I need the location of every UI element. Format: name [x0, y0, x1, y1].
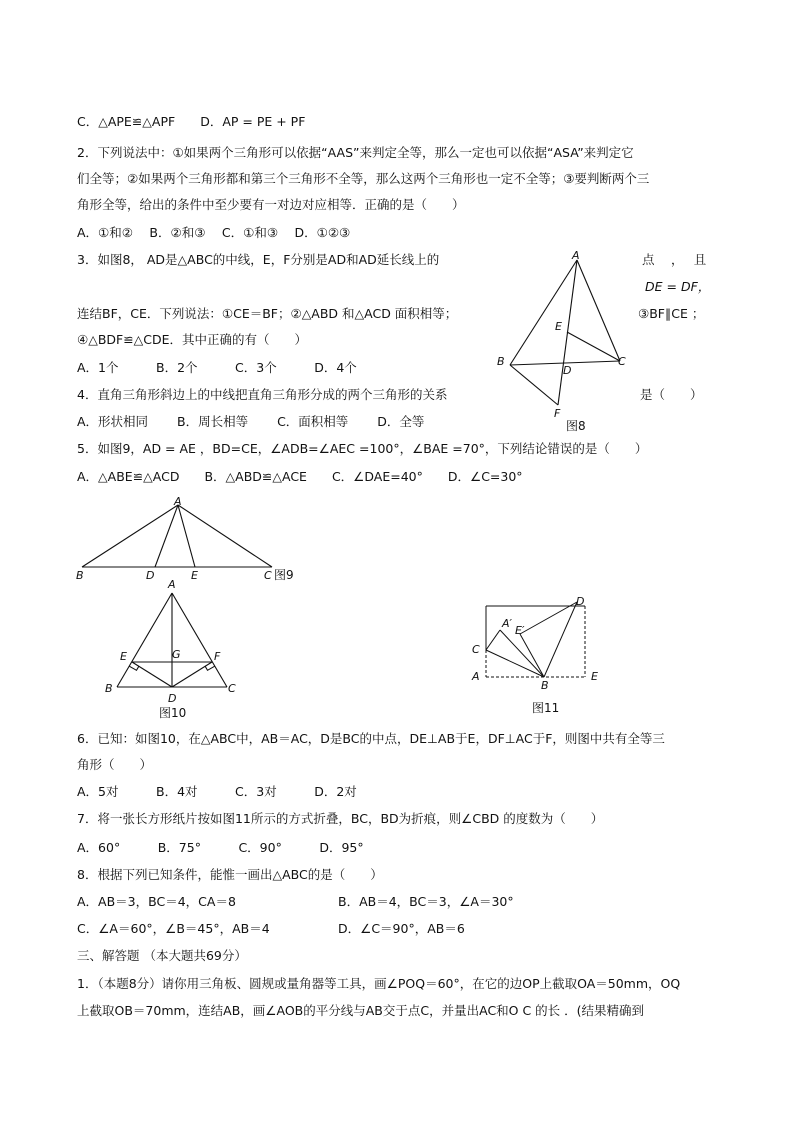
fig11-label-d: D: [576, 595, 585, 608]
question-7-options: A．60° B．75° C．90° D．95°: [77, 840, 364, 855]
question-8-option-b: B．AB＝4，BC＝3，∠A＝30°: [338, 894, 514, 909]
fig8-label-a: A: [572, 249, 580, 262]
fig11-caption: 图11: [532, 701, 560, 715]
figure-9: [70, 495, 310, 585]
fig10-label-c: C: [228, 682, 236, 695]
question-3-de-df: DE = DF，: [645, 279, 711, 294]
question-8-option-c: C．∠A＝60°，∠B＝45°，AB＝4: [77, 921, 270, 936]
fig9-label-d: D: [146, 569, 155, 582]
question-3-line-1-right: 点 ， 且: [642, 252, 707, 267]
fig11-label-a: A: [472, 670, 480, 683]
question-6-line-1: 6．已知：如图10，在△ABC中，AB＝AC，D是BC的中点，DE⊥AB于E，DF⊥AC于F，则图中共有全等三: [77, 731, 665, 746]
fig11-label-a-prime: A′: [502, 617, 513, 630]
question-2-line-1: 2．下列说法中：①如果两个三角形可以依据“AAS”来判定全等，那么一定也可以依据“ASA”来判定它: [77, 145, 634, 160]
question-2-line-2: 们全等；②如果两个三角形都和第三个三角形不全等，那么这两个三角形也一定不全等；③要判断两个三: [77, 171, 650, 186]
question-8-option-d: D．∠C＝90°，AB＝6: [338, 921, 465, 936]
fig11-label-e: E: [591, 670, 598, 683]
question-2-options: A．①和② B．②和③ C．①和③ D．①②③: [77, 225, 351, 240]
fig9-caption: 图9: [274, 568, 294, 582]
fig8-label-e: E: [555, 320, 562, 333]
question-2-line-3: 角形全等，给出的条件中至少要有一对边对应相等．正确的是（ ）: [77, 197, 465, 212]
question-4-line-1: 4．直角三角形斜边上的中线把直角三角形分成的两个三角形的关系: [77, 387, 448, 402]
question-7-line-1: 7．将一张长方形纸片按如图11所示的方式折叠，BC，BD为折痕，则∠CBD 的度数为（ ）: [77, 811, 604, 826]
fig8-label-f: F: [554, 407, 561, 420]
fig10-label-a: A: [168, 578, 176, 591]
fig8-label-b: B: [497, 355, 505, 368]
line-option-c-d: C．△APE≌△APF D．AP = PE + PF: [77, 114, 306, 129]
fig9-label-e: E: [191, 569, 198, 582]
fig9-label-a: A: [174, 495, 182, 508]
section-heading-answers: 三、解答题 （本大题共69分）: [77, 948, 247, 963]
question-4-line-1-right: 是（ ）: [640, 387, 703, 402]
question-5-line-1: 5．如图9，AD = AE ，BD=CE，∠ADB=∠AEC =100°，∠BAE =70°，下列结论错误的是（ ）: [77, 441, 648, 456]
question-4-options: A．形状相同 B．周长相等 C．面积相等 D．全等: [77, 414, 425, 429]
answer-1-line-1: 1．（本题8分）请你用三角板、圆规或量角器等工具，画∠POQ＝60°，在它的边OP上截取OA＝50mm，OQ: [77, 976, 681, 991]
question-5-options: A．△ABE≌△ACD B．△ABD≌△ACE C．∠DAE=40° D．∠C=30°: [77, 469, 523, 484]
fig8-caption: 图8: [566, 419, 586, 433]
fig11-label-b: B: [541, 679, 549, 692]
figure-10: [100, 575, 250, 725]
fig8-label-d: D: [563, 364, 572, 377]
question-3-options: A．1个 B．2个 C．3个 D．4个: [77, 360, 357, 375]
fig11-label-e-prime: E′: [515, 624, 525, 637]
question-3-line-2-right: ③BF∥CE ；: [638, 306, 705, 321]
question-6-line-2: 角形（ ）: [77, 757, 153, 772]
figure-11: [460, 590, 610, 720]
question-3-line-2: 连结BF，CE．下列说法：①CE＝BF；②△ABD 和△ACD 面积相等；: [77, 306, 458, 321]
fig10-label-d: D: [168, 692, 177, 705]
fig10-label-g: G: [172, 648, 181, 661]
question-8-option-a: A．AB＝3，BC＝4，CA＝8: [77, 894, 236, 909]
question-3-line-3: ④△BDF≌△CDE．其中正确的有（ ）: [77, 332, 308, 347]
figure-8: [490, 245, 640, 435]
fig10-label-f: F: [214, 650, 221, 663]
fig8-label-c: C: [618, 355, 626, 368]
fig10-label-b: B: [105, 682, 113, 695]
fig10-label-e: E: [120, 650, 127, 663]
fig9-label-b: B: [76, 569, 84, 582]
fig9-label-c: C: [264, 569, 272, 582]
question-3-line-1: 3．如图8， AD是△ABC的中线，E，F分别是AD和AD延长线上的: [77, 252, 440, 267]
question-6-options: A．5对 B．4对 C．3对 D．2对: [77, 784, 357, 799]
answer-1-line-2: 上截取OB＝70mm，连结AB，画∠AOB的平分线与AB交于点C，并量出AC和O C 的长 ．(结果精确到: [77, 1003, 645, 1018]
question-8-line-1: 8．根据下列已知条件，能惟一画出△ABC的是（ ）: [77, 867, 383, 882]
fig10-caption: 图10: [159, 706, 187, 720]
fig11-label-c: C: [472, 643, 480, 656]
